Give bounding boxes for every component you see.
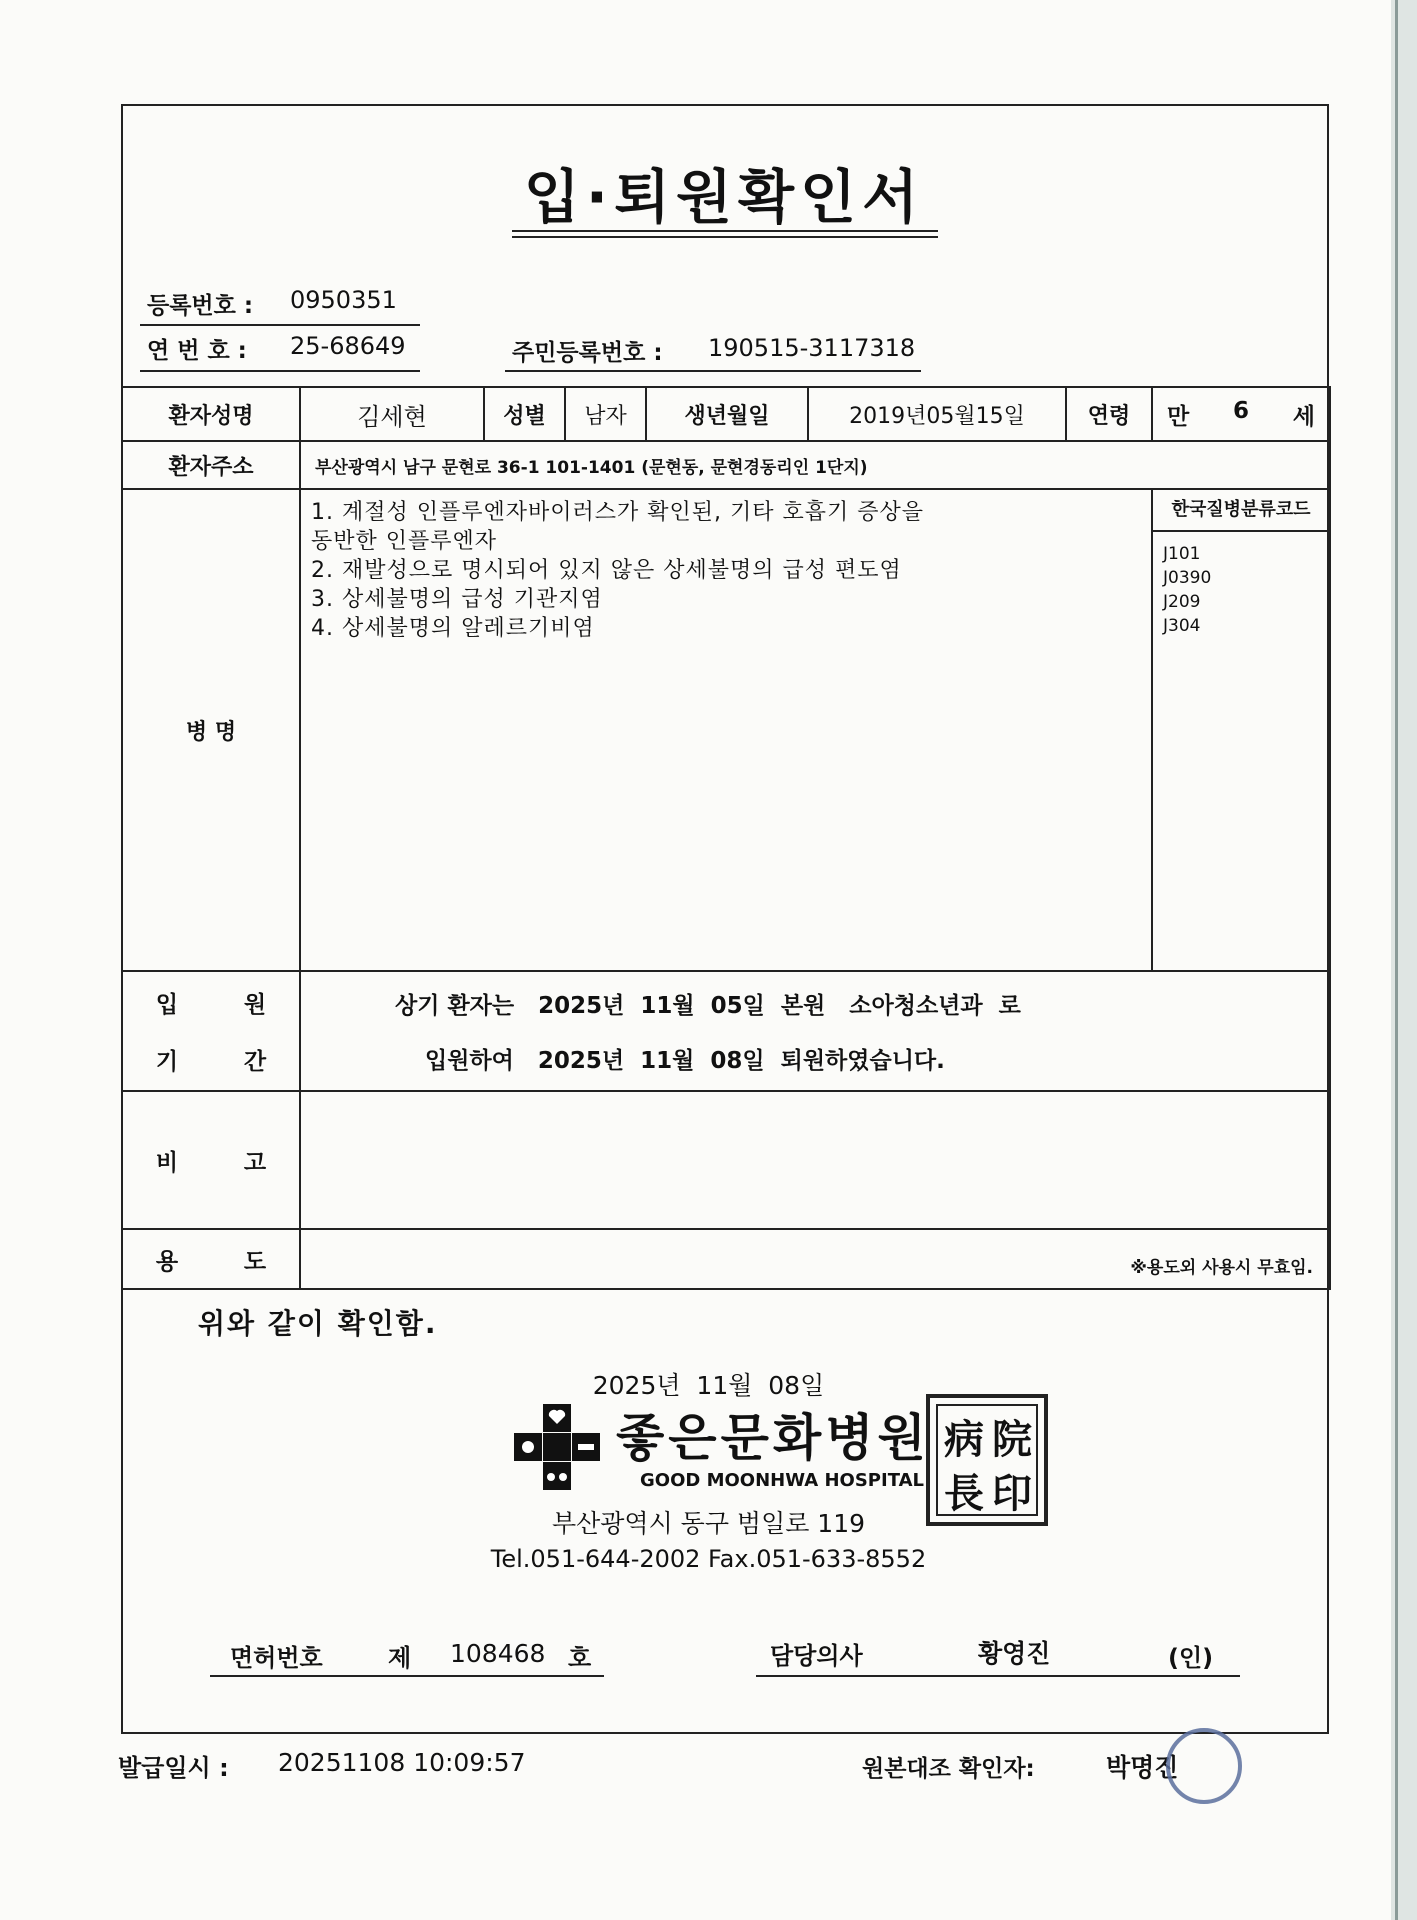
purpose-label-char: 도 [243,1248,267,1275]
seal-char: 病 [944,1416,984,1463]
confirm-text: 위와 같이 확인함. [198,1307,438,1340]
remarks-label-char: 고 [243,1149,267,1176]
diagnosis-line: 동반한 인플루엔자 [311,529,498,554]
issued-datetime: 20251108 10:09:57 [278,1748,526,1777]
serial-label: 연 번 호 : [147,338,247,364]
license-suffix: 호 [568,1644,592,1672]
admission-row [122,971,1330,1091]
sex-label: 성별 [484,387,565,441]
hospital-name-ko: 좋은문화병원 [616,1409,930,1467]
admission-period [300,971,1330,1091]
document-title: 입·퇴원확인서 [523,163,925,231]
seal-char: 印 [992,1470,1032,1517]
remarks-value [300,1091,1330,1229]
purpose-row [122,1229,1330,1289]
disease-code-header: 한국질병분류코드 [1153,490,1329,532]
purpose-label [122,1229,300,1289]
registration-underline [140,324,420,326]
resident-id-label: 주민등록번호 : [512,340,663,366]
seal-char: 院 [992,1416,1032,1463]
diagnosis-line: 1. 계절성 인플루엔자바이러스가 확인된, 기타 호흡기 증상을 [311,500,924,525]
hospital-logo-icon [512,1402,604,1494]
resident-id-value: 190515-3117318 [708,334,916,362]
patient-row [122,387,1330,441]
address-row [122,441,1330,489]
hospital-address: 부산광역시 동구 범일로 119 [551,1509,866,1538]
diagnosis-label: 병 명 [122,489,300,971]
disease-code: J304 [1163,616,1201,636]
diagnosis-list [300,489,1152,971]
serial-value: 25-68649 [290,332,406,360]
dob-label: 생년월일 [646,387,808,441]
disease-code: J209 [1163,592,1201,612]
patient-dob: 2019년05월15일 [808,387,1066,441]
disease-code-list [1153,532,1329,648]
purpose-note: ※용도외 사용시 무효임. [300,1229,1330,1289]
admission-line-2: 입원하여 2025년 11월 08일 퇴원하였습니다. [425,1048,945,1074]
doctor-label: 담당의사 [770,1642,863,1670]
issue-date: 2025년 11월 08일 [592,1371,825,1400]
disease-code-cell [1152,489,1330,971]
remarks-label [122,1091,300,1229]
age-unit: 세 [1292,403,1315,430]
title-underline [512,230,938,232]
purpose-label-char: 용 [155,1248,179,1275]
remarks-row [122,1091,1330,1229]
admission-line-1: 상기 환자는 2025년 11월 05일 본원 소아청소년과 로 [395,993,1021,1019]
title-underline-2 [512,236,938,238]
doctor-seal-mark: (인) [1168,1644,1214,1672]
doctor-underline [756,1675,1240,1677]
patient-address: 부산광역시 남구 문현로 36-1 101-1401 (문현동, 문현경동리인 1단지) [300,441,1330,489]
license-prefix: 제 [388,1644,412,1672]
resident-id-underline [505,370,921,372]
verifier-name: 박명진 [1106,1753,1179,1782]
patient-name: 김세현 [300,387,484,441]
name-label: 환자성명 [122,387,300,441]
serial-underline [140,370,420,372]
license-number: 108468 [450,1639,546,1668]
verifier-label: 원본대조 확인자: [862,1756,1035,1782]
registration-value: 0950351 [290,286,397,314]
issued-label: 발급일시 : [118,1754,229,1782]
scan-edge [1391,0,1417,1920]
age-prefix: 만 [1167,403,1190,430]
verifier-seal [1166,1728,1242,1804]
patient-info-table [121,386,1331,1290]
disease-code: J101 [1163,544,1201,564]
hospital-name-en: GOOD MOONHWA HOSPITAL [640,1470,924,1491]
registration-label: 등록번호 : [147,293,254,319]
patient-age [1152,387,1330,441]
diagnosis-line: 4. 상세불명의 알레르기비염 [311,616,595,641]
seal-char: 長 [944,1470,984,1517]
hospital-contact: Tel.051-644-2002 Fax.051-633-8552 [490,1545,927,1573]
diagnosis-line: 2. 재발성으로 명시되어 있지 않은 상세불명의 급성 편도염 [311,558,902,583]
address-label: 환자주소 [122,441,300,489]
disease-code: J0390 [1163,568,1212,588]
diagnosis-row [122,489,1330,971]
admission-label-char: 기 [155,1049,179,1075]
license-underline [210,1675,604,1677]
age-label: 연령 [1066,387,1152,441]
license-label: 면허번호 [230,1644,323,1672]
admission-label-char: 간 [243,1049,267,1075]
admission-label [122,971,300,1091]
age-value: 6 [1232,397,1249,424]
remarks-label-char: 비 [155,1149,179,1176]
admission-label-char: 원 [243,992,267,1018]
doctor-name: 황영진 [978,1639,1051,1668]
admission-label-char: 입 [155,992,179,1018]
patient-sex: 남자 [565,387,646,441]
diagnosis-line: 3. 상세불명의 급성 기관지염 [311,587,603,612]
